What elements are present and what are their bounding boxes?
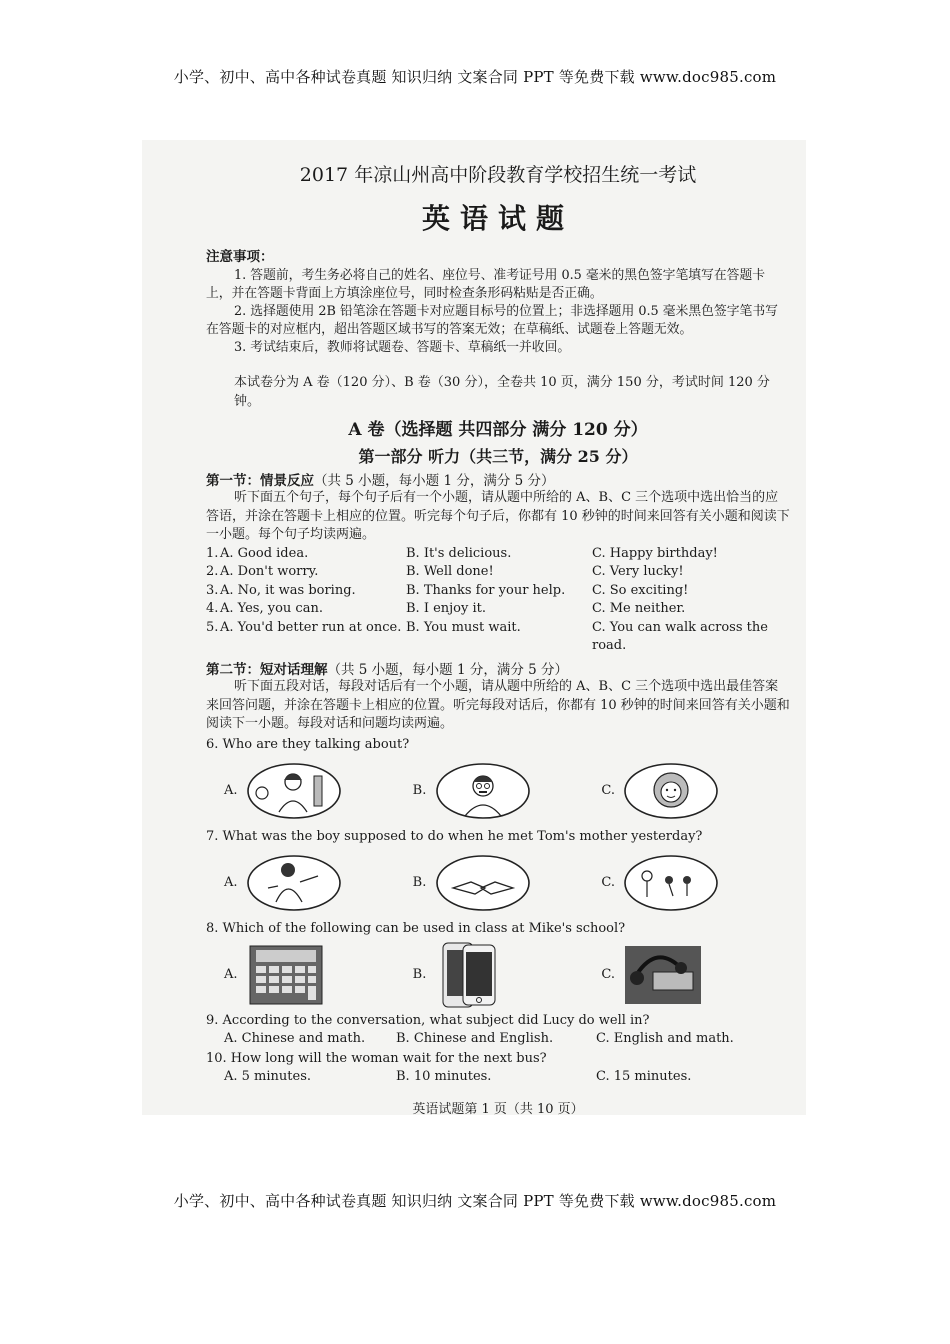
option-a: A. You'd better run at once.	[220, 619, 402, 635]
option-c: C. English and math.	[596, 1030, 734, 1046]
question-row	[206, 600, 790, 619]
smartphone-picture	[435, 942, 501, 1008]
section-1-instructions: 听下面五个句子，每个句子后有一个小题，请从题中所给的 A、B、C 三个选项中选出恰当的应答语，并涂在答题卡上相应的位置。听完每个句子后，你都有 10 秒钟的时间来回答有关小题和阅读下一小题。每个句子均读两遍。	[206, 490, 790, 542]
notice-block	[206, 245, 790, 357]
section-2-title: 第二节：短对话理解	[206, 662, 328, 679]
notice-item: 2. 选择题使用 2B 铅笔涂在答题卡对应题目标号的位置上；非选择题用 0.5 毫米黑色签字笔书写在答题卡的对应框内，超出答题区域书写的答案无效；在草稿纸、试题卷上答题无效。	[206, 304, 778, 337]
option-a: A. Yes, you can.	[220, 601, 323, 617]
question-6-options	[224, 758, 790, 824]
paper-info: 本试卷分为 A 卷（120 分）、B 卷（30 分），全卷共 10 页，满分 150 分，考试时间 120 分钟。	[234, 375, 770, 409]
exam-title: 2017 年凉山州高中阶段教育学校招生统一考试	[299, 164, 697, 186]
option-c: C. So exciting!	[592, 582, 689, 598]
option-b	[413, 762, 602, 820]
woman-with-clock-picture	[246, 762, 342, 820]
site-banner-top: 小学、初中、高中各种试卷真题 知识归纳 文案合同 PPT 等免费下载 www.doc985.com	[173, 68, 777, 86]
question-10: 10. How long will the woman wait for the next bus?	[206, 1050, 547, 1066]
option-b: B. You must wait.	[406, 619, 521, 635]
page-footer: 英语试题第 1 页（共 10 页）	[412, 1101, 584, 1117]
option-b	[413, 942, 602, 1008]
option-a: A. No, it was boring.	[220, 582, 356, 598]
man-with-glasses-picture	[435, 762, 531, 820]
exam-page	[206, 156, 790, 1117]
question-6: 6. Who are they talking about?	[206, 736, 410, 752]
section-2-heading	[206, 658, 790, 678]
question-row	[206, 545, 790, 564]
option-c	[601, 944, 790, 1006]
question-number: 4.	[206, 601, 219, 617]
question-7: 7. What was the boy supposed to do when he met Tom's mother yesterday?	[206, 828, 703, 844]
question-row	[206, 582, 790, 601]
question-8: 8. Which of the following can be used in class at Mike's school?	[206, 920, 626, 936]
site-banner-bottom: 小学、初中、高中各种试卷真题 知识归纳 文案合同 PPT 等免费下载 www.doc985.com	[173, 1192, 777, 1210]
section-1-title: 第一节：情景反应	[206, 473, 314, 489]
handshake-picture	[435, 854, 531, 912]
option-c: C. Very lucky!	[592, 564, 684, 580]
question-row	[206, 619, 790, 656]
subject-title: 英语试题	[421, 202, 574, 235]
option-a: A. Chinese and math.	[224, 1030, 366, 1046]
bowing-children-picture	[623, 854, 719, 912]
section-1-meta: （共 5 小题，每小题 1 分，满分 5 分）	[314, 473, 555, 489]
curly-haired-woman-picture	[623, 762, 719, 820]
notice-heading: 注意事项：	[206, 249, 274, 265]
option-label: C.	[601, 783, 615, 799]
option-b: B. It's delicious.	[406, 545, 512, 561]
calculator-picture	[246, 944, 326, 1006]
section-1-heading	[206, 469, 790, 489]
section-2-meta: （共 5 小题，每小题 1 分，满分 5 分）	[327, 662, 569, 679]
option-c	[601, 762, 790, 820]
option-a	[224, 944, 413, 1006]
question-9-options	[206, 1030, 790, 1048]
question-9: 9. According to the conversation, what subject did Lucy do well in?	[206, 1012, 650, 1028]
option-a: A. 5 minutes.	[224, 1068, 312, 1084]
option-label: A.	[224, 875, 238, 891]
option-c: C. You can walk across the road.	[592, 619, 768, 654]
part-1-heading: 第一部分 听力（共三节，满分 25 分）	[358, 447, 638, 466]
option-b: B. Thanks for your help.	[406, 582, 566, 598]
question-10-options	[206, 1068, 790, 1086]
option-b: B. 10 minutes.	[396, 1068, 492, 1084]
option-a: A. Don't worry.	[220, 564, 319, 580]
option-a	[224, 854, 413, 912]
option-b	[413, 854, 602, 912]
option-label: A.	[224, 967, 238, 983]
question-7-options	[224, 850, 790, 916]
option-label: C.	[601, 875, 615, 891]
question-row	[206, 563, 790, 582]
question-number: 2.	[206, 564, 219, 580]
option-b: B. I enjoy it.	[406, 601, 486, 617]
option-b: B. Chinese and English.	[396, 1030, 554, 1046]
option-c: C. 15 minutes.	[596, 1068, 692, 1084]
option-label: B.	[412, 967, 427, 983]
notice-item: 3. 考试结束后，教师将试题卷、答题卡、草稿纸一并收回。	[234, 340, 571, 355]
question-number: 5.	[206, 619, 219, 635]
option-b: B. Well done!	[406, 564, 494, 580]
section-a-heading: A 卷（选择题 共四部分 满分 120 分）	[348, 420, 648, 440]
option-label: C.	[601, 967, 615, 983]
option-a	[224, 762, 413, 820]
option-label: B.	[412, 783, 427, 799]
option-label: A.	[224, 783, 238, 799]
option-c: C. Happy birthday!	[592, 545, 718, 561]
question-number: 1.	[206, 545, 219, 561]
person-waving-picture	[246, 854, 342, 912]
question-number: 3.	[206, 582, 219, 598]
section-1-questions	[206, 545, 790, 657]
cd-player-headphones-picture	[623, 944, 703, 1006]
option-label: B.	[412, 875, 427, 891]
notice-item: 1. 答题前，考生务必将自己的姓名、座位号、准考证号用 0.5 毫米的黑色签字笔填写在答题卡上，并在答题卡背面上方填涂座位号，同时检查条形码粘贴是否正确。	[206, 268, 766, 301]
option-a: A. Good idea.	[220, 545, 309, 561]
option-c: C. Me neither.	[592, 601, 686, 617]
option-c	[601, 854, 790, 912]
question-8-options	[224, 942, 790, 1008]
exam-scan	[142, 140, 806, 1115]
section-2-instructions: 听下面五段对话，每段对话后有一个小题，请从题中所给的 A、B、C 三个选项中选出最佳答案来回答问题，并涂在答题卡上相应的位置。听完每段对话后，你都有 10 秒钟的时间来回答有关小题和阅读下一小题。每段对话和问题均读两遍。	[206, 679, 790, 732]
